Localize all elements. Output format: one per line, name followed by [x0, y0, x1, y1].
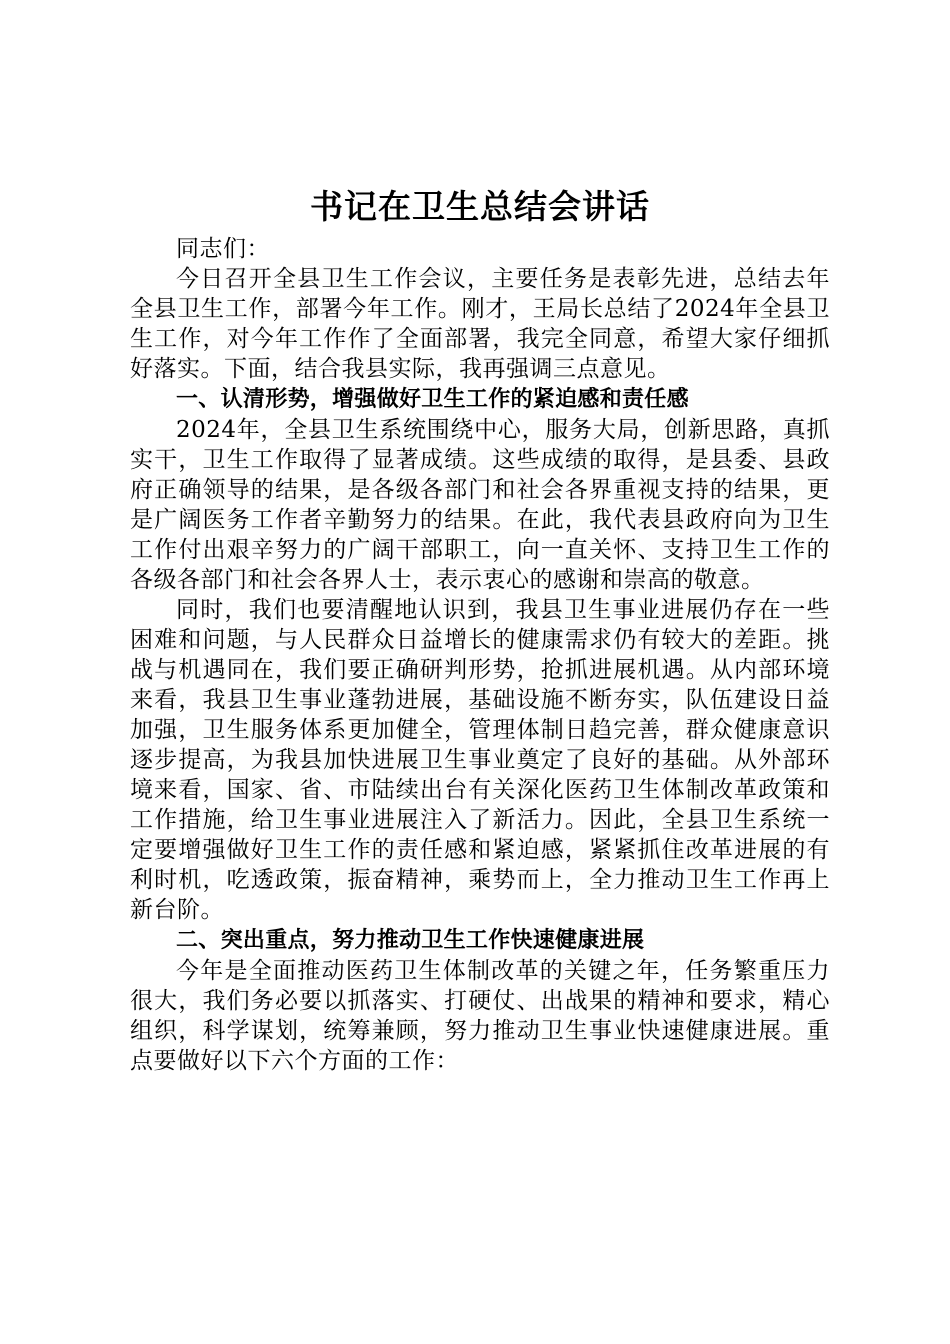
section-1-paragraph-1: 2024年，全县卫生系统围绕中心，服务大局，创新思路，真抓实干，卫生工作取得了显著成绩。这些成绩的取得，是县委、县政府正确领导的结果，是各级各部门和社会各界重视支持的结果，更是广阔医务工作者辛勤努力的结果。在此，我代表县政府向为卫生工作付出艰辛努力的广阔干部职工，向一直关怀、支持卫生工作的各级各部门和社会各界人士，表示衷心的感谢和崇高的敬意。 — [130, 417, 830, 593]
section-2-paragraph-1: 今年是全面推动医药卫生体制改革的关键之年，任务繁重压力很大，我们务必要以抓落实、打硬仗、出战果的精神和要求，精心组织，科学谋划，统筹兼顾，努力推动卫生事业快速健康进展。重点要做好以下六个方面的工作： — [130, 958, 830, 1074]
section-1-paragraph-2: 同时，我们也要清醒地认识到，我县卫生事业进展仍存在一些困难和问题，与人民群众日益增长的健康需求仍有较大的差距。挑战与机遇同在，我们要正确研判形势，抢抓进展机遇。从内部环境来看，我县卫生事业蓬勃进展，基础设施不断夯实，队伍建设日益加强，卫生服务体系更加健全，管理体制日趋完善，群众健康意识逐步提高，为我县加快进展卫生事业奠定了良好的基础。从外部环境来看，国家、省、市陆续出台有关深化医药卫生体制改革政策和工作措施，给卫生事业进展注入了新活力。因此，全县卫生系统一定要增强做好卫生工作的责任感和紧迫感，紧紧抓住改革进展的有利时机，吃透政策，振奋精神，乘势而上，全力推动卫生工作再上新台阶。 — [130, 597, 830, 923]
opening-paragraph: 今日召开全县卫生工作会议，主要任务是表彰先进，总结去年全县卫生工作，部署今年工作。刚才，王局长总结了2024年全县卫生工作，对今年工作作了全面部署，我完全同意，希望大家仔细抓好落实。下面，结合我县实际，我再强调三点意见。 — [130, 266, 830, 382]
section-heading-1: 一、认清形势，增强做好卫生工作的紧迫感和责任感 — [176, 387, 689, 412]
document-title: 书记在卫生总结会讲话 — [310, 187, 650, 226]
document-body — [130, 184, 830, 1076]
section-heading-2: 二、突出重点，努力推动卫生工作快速健康进展 — [176, 928, 645, 953]
salutation: 同志们： — [176, 236, 270, 262]
